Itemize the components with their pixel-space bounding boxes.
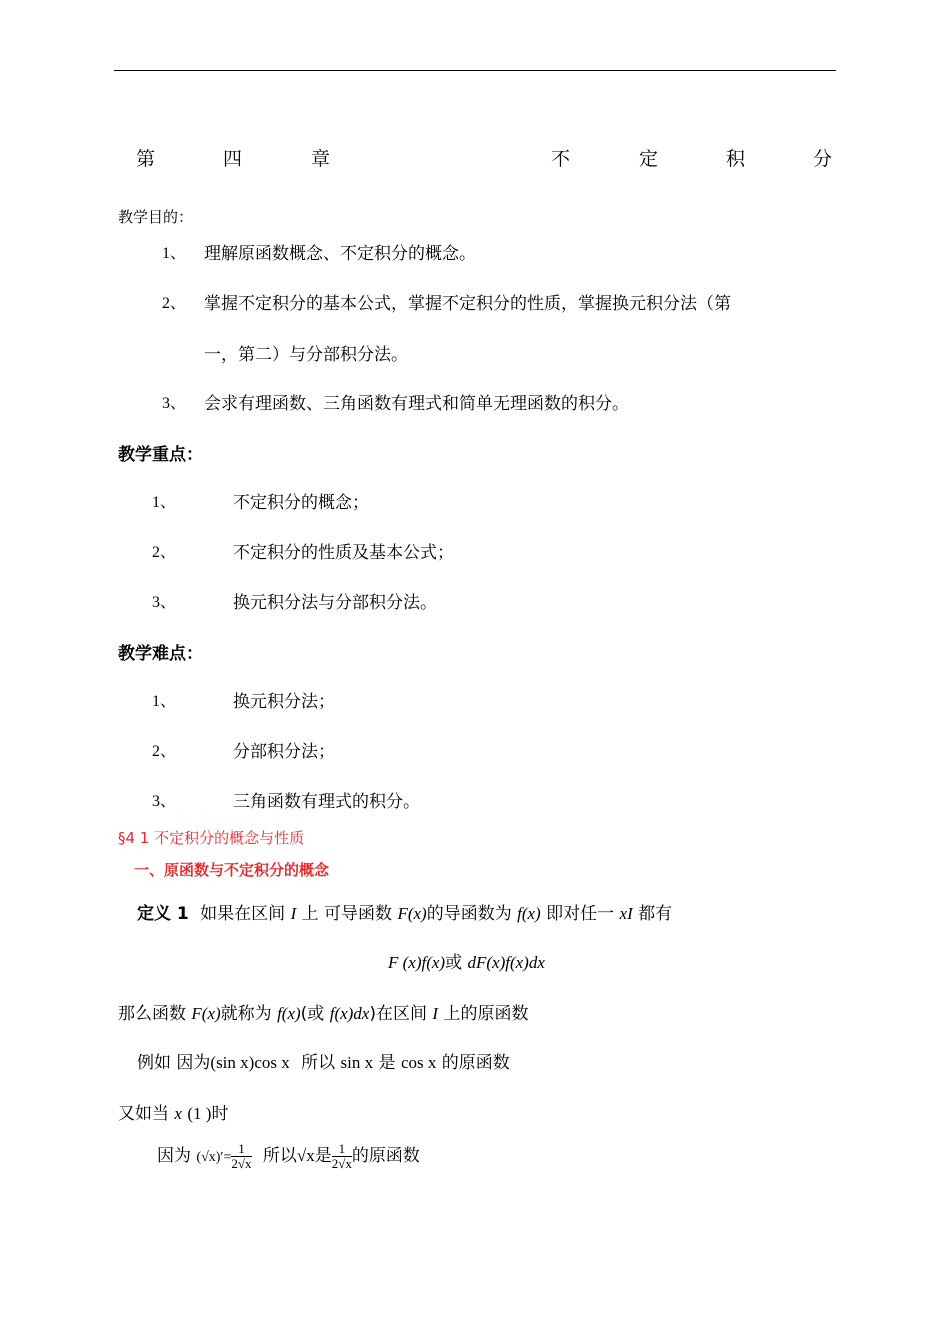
objective-text: 理解原函数概念、不定积分的概念。 [204, 244, 476, 264]
header-rule [114, 70, 836, 71]
text: 因为 [157, 1146, 191, 1166]
text: 例如 因为 [137, 1053, 211, 1073]
formula-or: 或 [445, 953, 463, 973]
math-expr: (√x)′= [196, 1150, 232, 1165]
title-char: 定 [639, 148, 659, 170]
example-line [157, 1141, 420, 1173]
key-point-number: 2、 [152, 544, 177, 561]
definition-line [137, 899, 672, 924]
definition-text: 即对任一 [546, 904, 615, 924]
math-var: I [290, 904, 297, 923]
difficult-point-text: 分部积分法； [233, 742, 335, 762]
text: )在区间 [369, 1004, 427, 1024]
title-char: 积 [726, 148, 746, 170]
title-char: 章 [311, 148, 331, 170]
math-expr: F(x) [191, 1004, 221, 1023]
math-expr: (1 ) [187, 1104, 212, 1123]
definition-formula [388, 948, 545, 973]
key-point-text: 不定积分的性质及基本公式； [233, 543, 454, 563]
definition-text: 上 可导函数 [301, 904, 393, 924]
difficult-point-text: 换元积分法； [233, 692, 335, 712]
objective-number: 1、 [162, 245, 187, 262]
text: 的原函数 [441, 1053, 510, 1073]
key-points-heading: 教学重点： [118, 445, 203, 465]
math-expr: f(x) [277, 1004, 301, 1023]
fraction [231, 1142, 251, 1171]
math-expr: F (x)f(x) [388, 953, 446, 972]
objective-number: 2、 [162, 295, 187, 312]
key-point-number: 3、 [152, 594, 177, 611]
title-char: 第 [136, 148, 156, 170]
objective-number: 3、 [162, 395, 187, 412]
title-char: 四 [223, 148, 243, 170]
text: 的原函数 [351, 1146, 420, 1166]
text: 时 [211, 1104, 229, 1124]
example-line [118, 1099, 228, 1124]
section-title: §4 1 不定积分的概念与性质 [118, 829, 305, 847]
math-var: x [174, 1104, 182, 1123]
key-point-text: 不定积分的概念； [233, 493, 369, 513]
math-expr: f(x) [517, 904, 541, 923]
difficult-point-number: 3、 [152, 793, 177, 810]
objective-text: 会求有理函数、三角函数有理式和简单无理函数的积分。 [204, 394, 629, 414]
math-expr: √x [296, 1146, 315, 1165]
objective-text: 掌握不定积分的基本公式，掌握不定积分的性质，掌握换元积分法（第 [204, 294, 731, 314]
text: 就称为 [220, 1004, 272, 1024]
fraction-numerator: 1 [332, 1142, 352, 1157]
text: 是 [314, 1146, 332, 1166]
definition-label: 定义 1 [137, 904, 189, 924]
key-point-number: 1、 [152, 494, 177, 511]
text: 那么函数 [118, 1004, 186, 1024]
math-expr: dF(x)f(x)dx [467, 953, 545, 972]
math-expr: cos x [400, 1053, 437, 1072]
text: (或 [300, 1004, 325, 1024]
text: 所以 [262, 1146, 297, 1166]
difficult-point-text: 三角函数有理式的积分。 [233, 792, 420, 812]
math-expr: (sin x)cos x [210, 1053, 290, 1072]
definition-text: 如果在区间 [200, 904, 286, 924]
example-line [137, 1048, 510, 1073]
math-expr: F(x) [397, 904, 427, 923]
objective-text-continued: 一，第二）与分部积分法。 [204, 345, 408, 365]
text: 是 [378, 1053, 396, 1073]
title-char: 不 [551, 148, 571, 170]
math-expr: sin x [340, 1053, 374, 1072]
fraction-numerator: 1 [231, 1142, 251, 1157]
primitive-line [118, 999, 528, 1024]
difficult-points-heading: 教学难点： [118, 644, 203, 664]
objectives-heading: 教学目的： [118, 208, 194, 226]
math-var: I [432, 1004, 439, 1023]
fraction [332, 1142, 352, 1171]
text: 上的原函数 [443, 1004, 529, 1024]
fraction-denominator: 2√x [331, 1155, 352, 1171]
text: 所以 [301, 1053, 336, 1073]
definition-text: 都有 [638, 904, 673, 924]
key-point-text: 换元积分法与分部积分法。 [233, 593, 437, 613]
fraction-denominator: 2√x [231, 1155, 252, 1171]
section-subtitle: 一、原函数与不定积分的概念 [134, 861, 330, 879]
definition-text: 的导函数为 [426, 904, 512, 924]
title-char: 分 [813, 148, 833, 170]
math-expr: xI [619, 904, 633, 923]
math-expr: f(x)dx [329, 1004, 370, 1023]
difficult-point-number: 1、 [152, 693, 177, 710]
text: 又如当 [118, 1104, 169, 1124]
difficult-point-number: 2、 [152, 743, 177, 760]
